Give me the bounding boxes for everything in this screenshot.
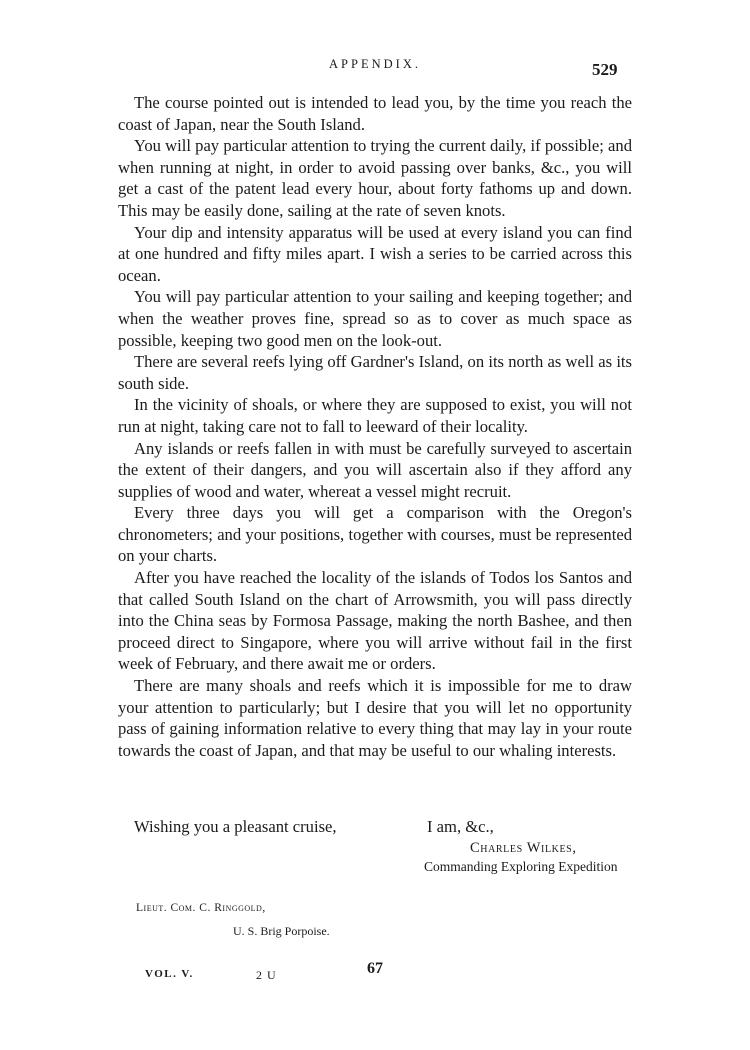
paragraph: Your dip and intensity apparatus will be used at every island you can find at one hundred and fifty miles apart. I wish a series to be carried across this ocean. [118, 222, 632, 285]
sign-off: I am, &c., [427, 817, 494, 836]
signer-name: Charles Wilkes, [470, 840, 577, 856]
page-number: 529 [592, 60, 618, 79]
letter-body [118, 92, 632, 761]
paragraph: You will pay particular attention to trying the current daily, if possible; and when running at night, in order to avoid passing over banks, &c., you will get a cast of the patent lead every hour, about forty fathoms up and down. This may be easily done, sailing at the rate of seven knots. [118, 136, 632, 220]
closing-wish: Wishing you a pleasant cruise, [134, 817, 337, 836]
letter-closing [0, 817, 750, 877]
paragraph: After you have reached the locality of the islands of Todos los Santos and that called South Island on the chart of Arrowsmith, you will pass directly into the China seas by Formosa Passage, making the north Bashee, and then proceed direct to Singapore, where you will arrive without fail in the first week of February, and there await me or orders. [118, 568, 632, 674]
signer-title: Commanding Exploring Expedition [424, 859, 618, 874]
paragraph: You will pay particular attention to your sailing and keeping together; and when the weather proves fine, spread so as to cover as much space as possible, keeping two good men on the look-out. [118, 287, 632, 350]
paragraph: The course pointed out is intended to lead you, by the time you reach the coast of Japan, near the South Island. [118, 93, 632, 134]
footer-sheet-number: 67 [367, 960, 383, 977]
footer-volume: VOL. V. [145, 968, 194, 980]
footer-signature-mark: 2 U [256, 968, 277, 982]
running-title: APPENDIX. [329, 57, 421, 71]
paragraph: There are many shoals and reefs which it is impossible for me to draw your attention to particularly; but I desire that you will let no opportunity pass of gaining information relative to every thing that may lay in your route towards the coast of Japan, and that may be useful to our whaling interests. [118, 676, 632, 760]
addressee-name: Lieut. Com. C. Ringgold, [136, 902, 266, 914]
paragraph: Any islands or reefs fallen in with must be carefully surveyed to ascertain the extent of their dangers, and you will ascertain also if they afford any supplies of wood and water, whereat a vessel might recruit. [118, 438, 632, 501]
paragraph: In the vicinity of shoals, or where they are supposed to exist, you will not run at night, taking care not to fall to leeward of their locality. [118, 395, 632, 436]
paragraph: Every three days you will get a comparison with the Oregon's chronometers; and your positions, together with courses, must be represented on your charts. [118, 503, 632, 566]
addressee-vessel: U. S. Brig Porpoise. [233, 924, 330, 938]
paragraph: There are several reefs lying off Gardner's Island, on its north as well as its south side. [118, 352, 632, 393]
